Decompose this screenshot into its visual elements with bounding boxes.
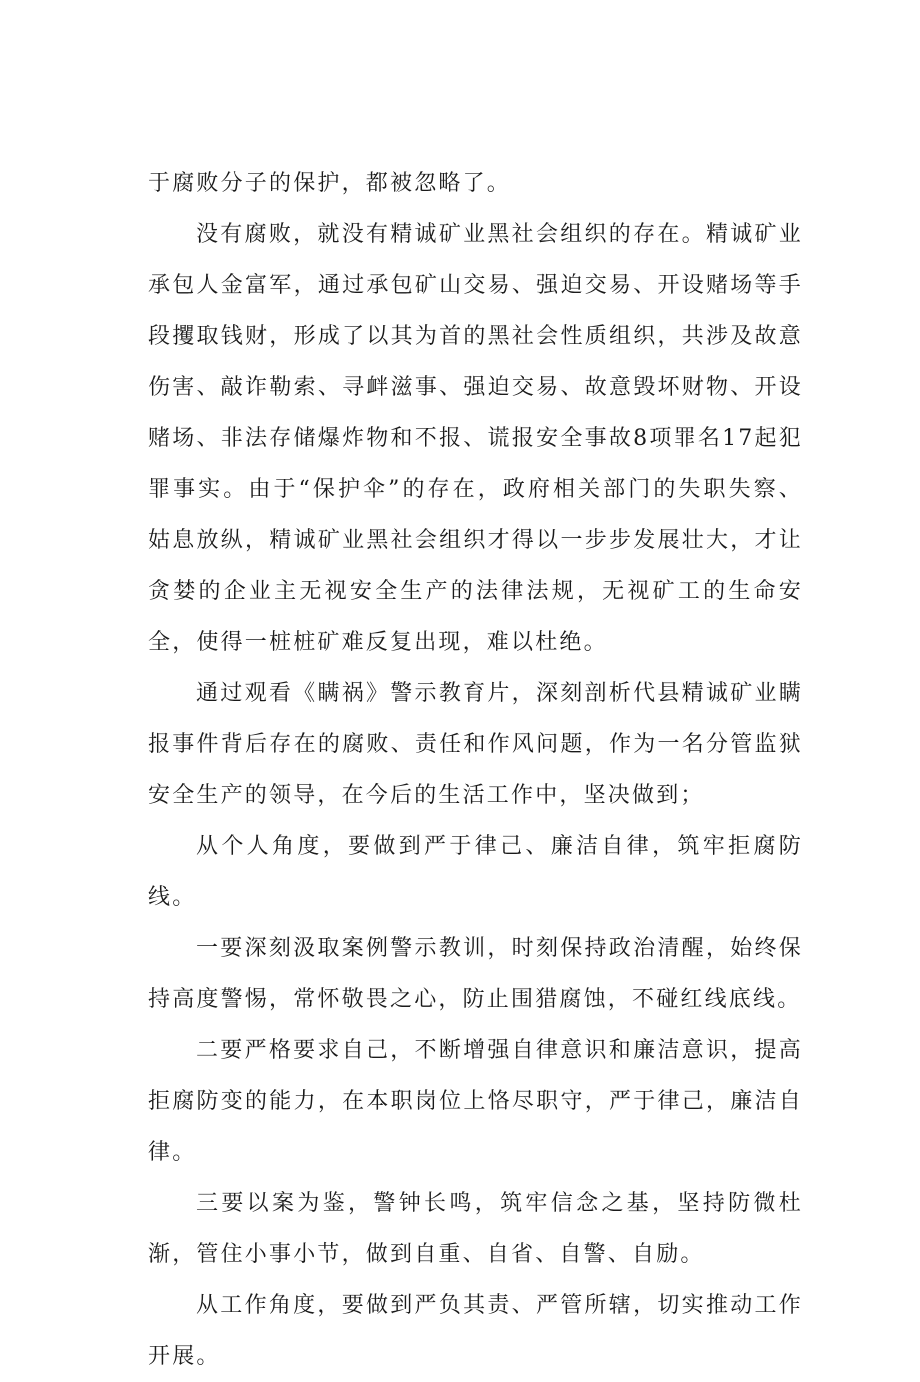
- paragraph-work-heading: 从工作角度，要做到严负其责、严管所辖，切实推动工作开展。: [148, 1293, 803, 1369]
- paragraph-point-two: 二要严格要求自己，不断增强自律意识和廉洁意识，提高拒腐防变的能力，在本职岗位上恪尽职守，严于律己，廉洁自律。: [148, 1038, 803, 1165]
- paragraph-point-three: 三要以案为鉴，警钟长鸣，筑牢信念之基，坚持防微杜渐，管住小事小节，做到自重、自省、自警、自励。: [148, 1191, 803, 1267]
- paragraph-continuation: 于腐败分子的保护，都被忽略了。: [148, 171, 512, 196]
- paragraph-corruption-analysis: 没有腐败，就没有精诚矿业黑社会组织的存在。精诚矿业承包人金富军，通过承包矿山交易、强迫交易、开设赌场等手段攫取钱财，形成了以其为首的黑社会性质组织，共涉及故意伤害、敲诈勒索、寻衅滋事、强迫交易、故意毁坏财物、开设赌场、非法存储爆炸物和不报、谎报安全事故8项罪名17起犯罪事实。由于“保护伞”的存在，政府相关部门的失职失察、姑息放纵，精诚矿业黑社会组织才得以一步步发展壮大，才让贪婪的企业主无视安全生产的法律法规，无视矿工的生命安全，使得一桩桩矿难反复出现，难以杜绝。: [148, 222, 803, 655]
- paragraph-point-one: 一要深刻汲取案例警示教训，时刻保持政治清醒，始终保持高度警惕，常怀敬畏之心，防止围猎腐蚀，不碰红线底线。: [148, 936, 803, 1012]
- paragraph-film-reflection: 通过观看《瞒祸》警示教育片，深刻剖析代县精诚矿业瞒报事件背后存在的腐败、责任和作风问题，作为一名分管监狱安全生产的领导，在今后的生活工作中，坚决做到；: [148, 681, 803, 808]
- paragraph-personal-heading: 从个人角度，要做到严于律己、廉洁自律，筑牢拒腐防线。: [148, 834, 803, 910]
- document-body: [148, 158, 803, 1382]
